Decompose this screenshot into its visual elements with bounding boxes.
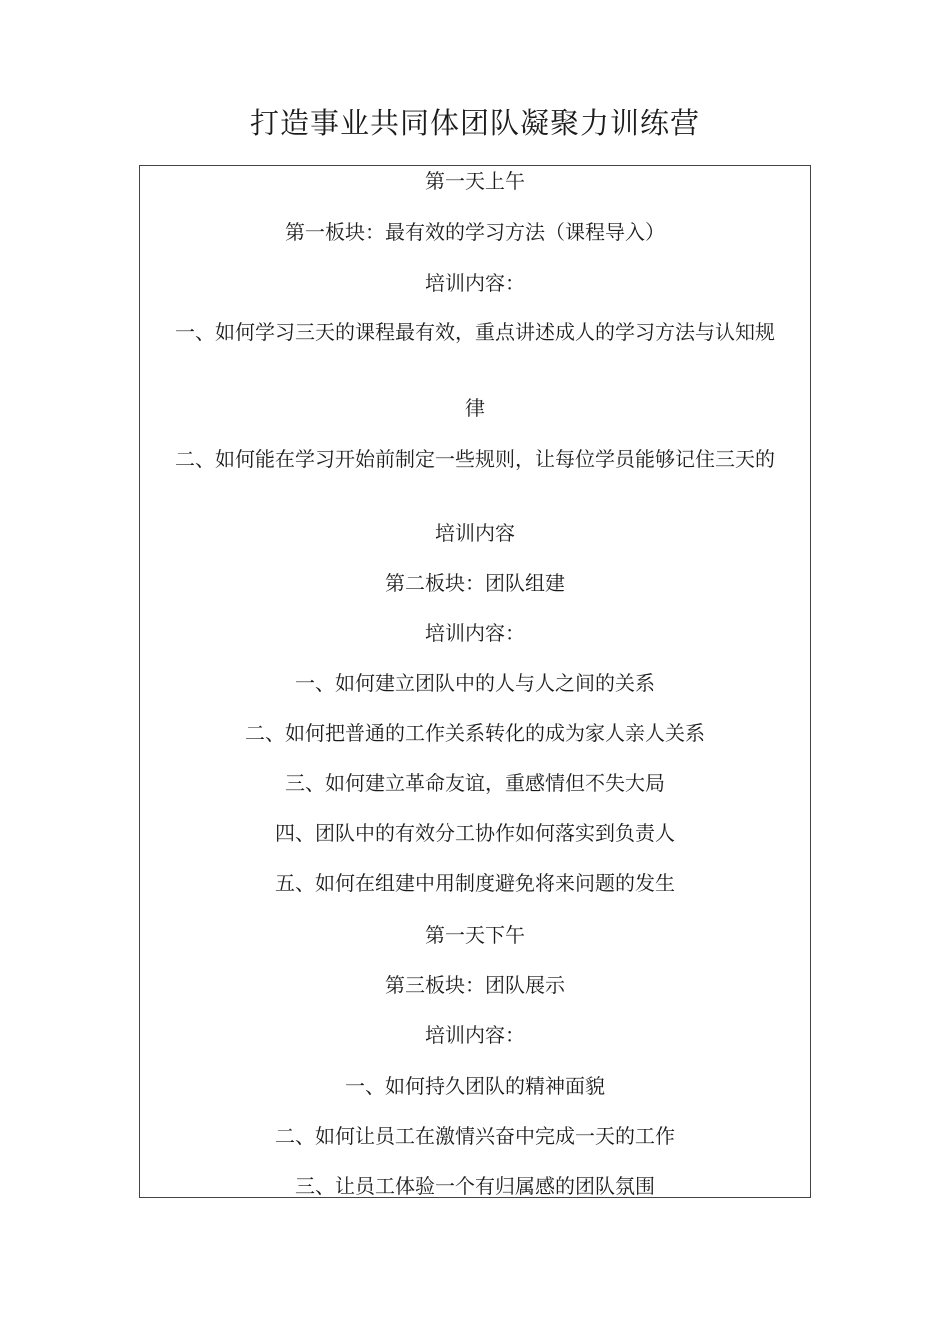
text-line: 一、如何学习三天的课程最有效，重点讲述成人的学习方法与认知规: [175, 320, 775, 344]
text-line: 培训内容：: [425, 1023, 525, 1047]
text-line: 培训内容：: [425, 271, 525, 295]
text-line: 一、如何建立团队中的人与人之间的关系: [295, 671, 655, 695]
text-line: 一、如何持久团队的精神面貌: [345, 1074, 605, 1098]
text-line: 第一天上午: [425, 169, 525, 193]
text-line: 第一板块：最有效的学习方法（课程导入）: [285, 220, 665, 244]
text-line: 四、团队中的有效分工协作如何落实到负责人: [275, 821, 675, 845]
text-line: 三、如何建立革命友谊，重感情但不失大局: [285, 771, 665, 795]
text-line: 二、如何能在学习开始前制定一些规则，让每位学员能够记住三天的: [175, 447, 775, 471]
text-line: 第一天下午: [425, 923, 525, 947]
text-line: 二、如何把普通的工作关系转化的成为家人亲人关系: [245, 721, 705, 745]
text-line: 培训内容: [435, 521, 515, 545]
text-line: 第二板块：团队组建: [385, 571, 565, 595]
text-line: 三、让员工体验一个有归属感的团队氛围: [295, 1174, 655, 1198]
text-line: 培训内容：: [425, 621, 525, 645]
text-line: 二、如何让员工在激情兴奋中完成一天的工作: [275, 1124, 675, 1148]
text-line: 律: [465, 396, 485, 420]
text-line: 第三板块：团队展示: [385, 973, 565, 997]
document-title: 打造事业共同体团队凝聚力训练营: [249, 106, 700, 140]
content-box: [139, 165, 811, 1198]
text-line: 五、如何在组建中用制度避免将来问题的发生: [275, 871, 675, 895]
